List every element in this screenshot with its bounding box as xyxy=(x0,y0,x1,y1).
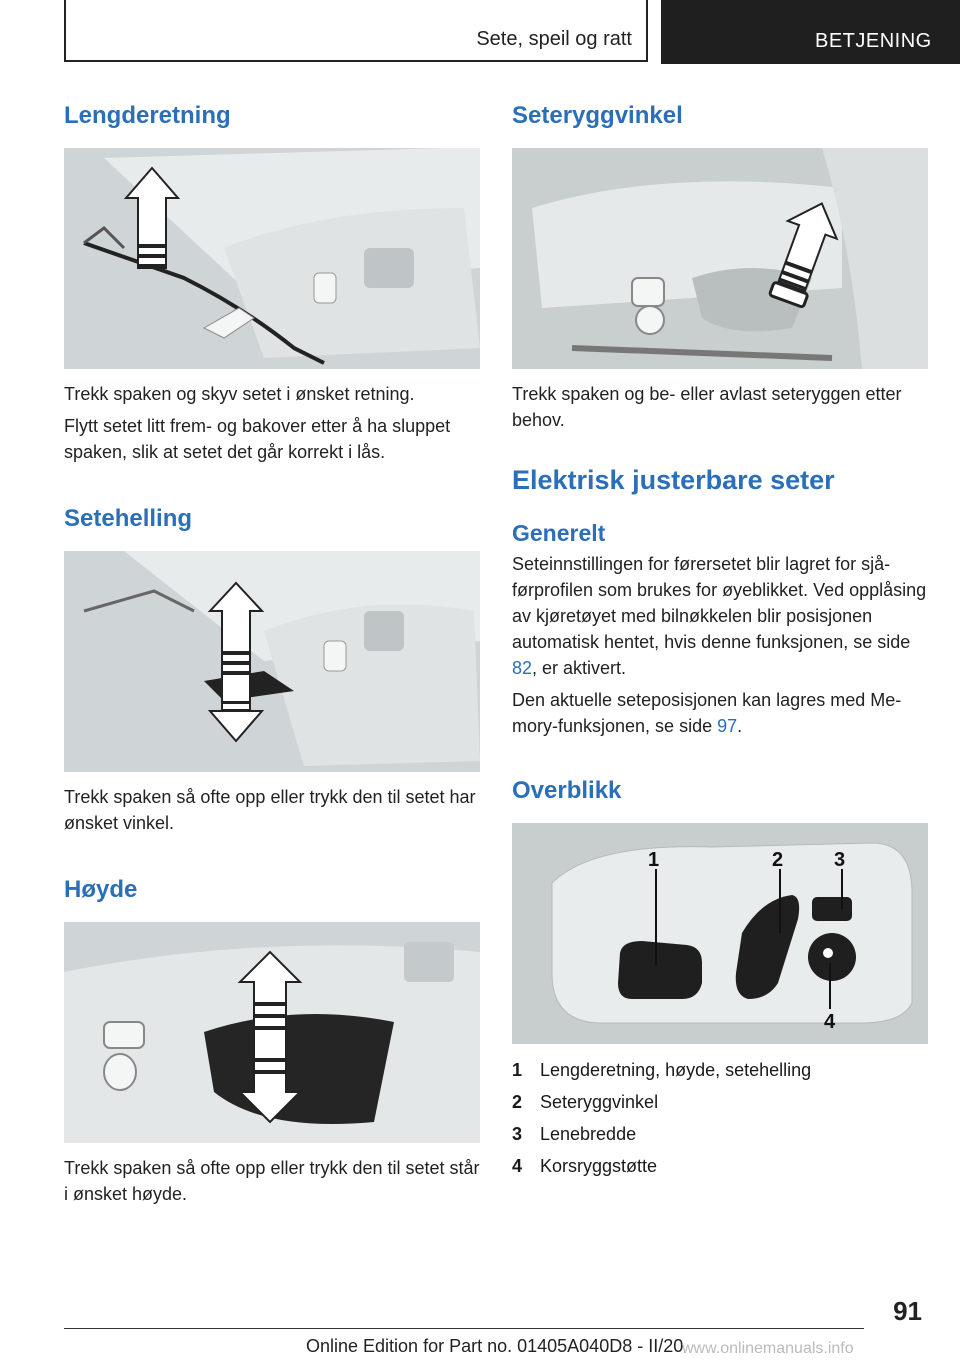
legend-number: 3 xyxy=(512,1124,523,1144)
page-link-97[interactable]: 97 xyxy=(717,716,738,736)
text-general-1-a: Seteinnstillingen for førersetet blir lagret for sjåførprofilen som brukes for øyeblikket. Ved opplåsing av kjøretøyet med bilnøkkelen blir posisjonen automatisk hentet, hvis denne funksjonen, se side xyxy=(512,554,927,652)
heading-overview: Overblikk xyxy=(512,777,622,804)
overview-legend xyxy=(512,1054,928,1182)
chapter-title: BETJENING xyxy=(815,30,932,52)
text-length-1: Trekk spaken og skyv setet i ønsket retning. xyxy=(64,384,415,404)
figure-length-adjust xyxy=(64,148,480,369)
chapter-tab xyxy=(661,0,960,64)
heading-tilt: Setehelling xyxy=(64,505,193,532)
text-general-2-b: . xyxy=(737,716,743,736)
legend-number: 1 xyxy=(512,1060,523,1080)
callout-3: 3 xyxy=(834,849,846,871)
section-tab xyxy=(64,0,648,62)
legend-text: Lengderetning, høyde, setehelling xyxy=(540,1060,812,1080)
text-height: Trekk spaken så ofte opp eller trykk den til setet står i ønsket høyde. xyxy=(64,1158,480,1204)
page-link-82[interactable]: 82 xyxy=(512,658,533,678)
legend-text: Lenebredde xyxy=(540,1124,637,1144)
legend-item xyxy=(512,1054,928,1086)
text-general-1 xyxy=(512,551,928,681)
legend-number: 2 xyxy=(512,1092,523,1112)
heading-height: Høyde xyxy=(64,876,138,903)
heading-general: Generelt xyxy=(512,520,606,546)
heading-electric-seats: Elektrisk justerbare seter xyxy=(512,465,835,495)
text-tilt: Trekk spaken så ofte opp eller trykk den til setet har ønsket vinkel. xyxy=(64,787,476,833)
heading-backrest: Seteryggvinkel xyxy=(512,102,683,129)
text-general-2-a: Den aktuelle seteposisjonen kan lagres med Memory-funksjonen, se side xyxy=(512,690,902,736)
legend-text: Korsryggstøtte xyxy=(540,1156,658,1176)
legend-number: 4 xyxy=(512,1156,523,1176)
footer-edition: Online Edition for Part no. 01405A040D8 - II/20 xyxy=(306,1336,684,1356)
callout-4: 4 xyxy=(824,1011,836,1033)
figure-tilt-adjust xyxy=(64,551,480,772)
section-title: Sete, speil og ratt xyxy=(476,28,632,50)
watermark: www.onlinemanuals.info xyxy=(682,1340,854,1357)
text-general-1-b: , er aktivert. xyxy=(532,658,627,678)
left-column xyxy=(64,100,480,1207)
callout-2: 2 xyxy=(772,849,784,871)
figure-backrest-adjust xyxy=(512,148,928,369)
legend-item xyxy=(512,1118,928,1150)
footer-divider xyxy=(64,1328,864,1329)
legend-item xyxy=(512,1150,928,1182)
figure-height-adjust xyxy=(64,922,480,1143)
page-number: 91 xyxy=(893,1296,922,1326)
callout-1: 1 xyxy=(648,849,660,871)
page-header xyxy=(0,0,960,66)
text-general-2 xyxy=(512,687,928,739)
text-backrest: Trekk spaken og be- eller avlast seteryggen etter behov. xyxy=(512,384,902,430)
figure-seat-controls xyxy=(512,823,928,1044)
text-length-2: Flytt setet litt frem- og bakover etter å ha sluppet spaken, slik at setet det går korrekt i lås. xyxy=(64,416,451,462)
legend-item xyxy=(512,1086,928,1118)
heading-length: Lengderetning xyxy=(64,102,231,129)
legend-text: Seteryggvinkel xyxy=(540,1092,659,1112)
right-column xyxy=(512,100,928,1182)
